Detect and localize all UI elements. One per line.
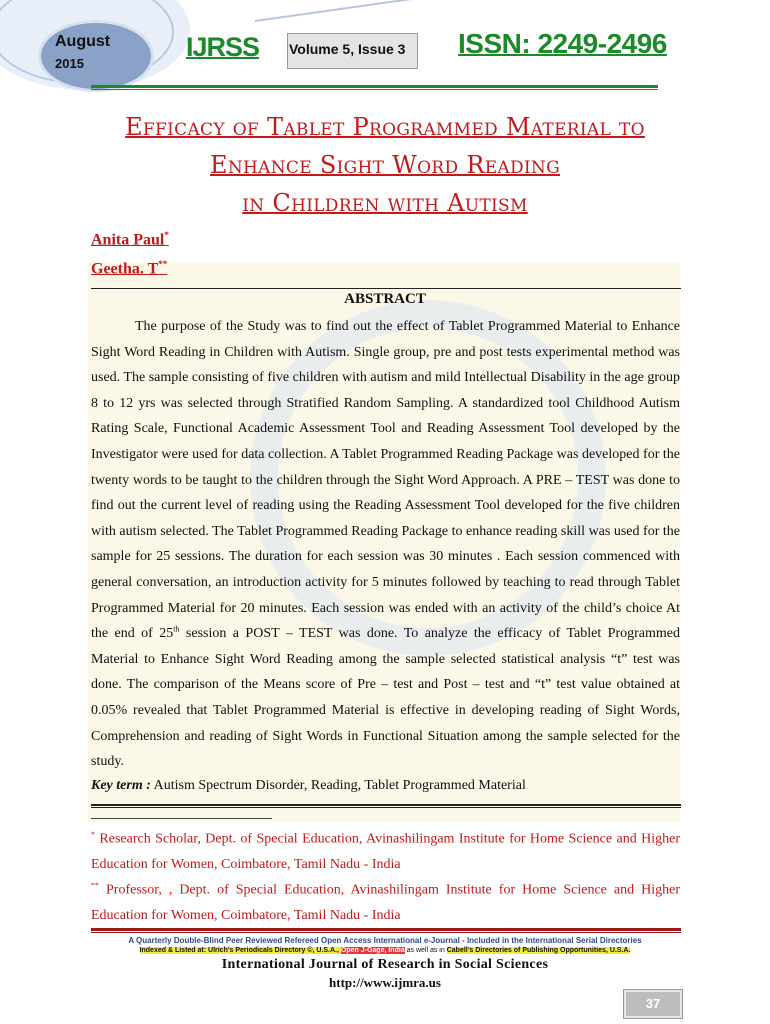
author-1 — [91, 230, 169, 249]
abstract-text-part-1: The purpose of the Study was to find out the effect of Tablet Programmed Material to Enhance Sight Word Reading in Children with Autism. Single group, pre and post tests experimental method was used. The sample consisting of five children with autism and mild Intellectual Disability in the age group 8 to 12 yrs was selected through Stratified Random Sampling. A standardized tool Childhood Autism Rating Scale, Functional Academic Assessment Tool and Reading Assessment Tool developed by the Investigator were used for data collection. A Tablet Programmed Reading Package was developed for the twenty words to be taught to the children through the Sight Word Approach. A PRE – TEST was done to find out the current level of reading using the Reading Assessment Tool developed for the five children with autism selected. The Tablet Programmed Reading Package to enhance reading skill was used for the sample for 25 sessions. The duration for each session was 30 minutes . Each session commenced with general conversation, an introduction activity for 5 minutes followed by teaching to read through Tablet Programmed Material for 20 minutes. Each session was ended with an activity of the child’s choice At the end of 25 — [91, 319, 680, 642]
footnote-1 — [91, 822, 680, 878]
footer-indexing-ulrich: Indexed & Listed at: Ulrich's Periodicals Directory ©, U.S.A., — [139, 947, 341, 954]
abstract-top-rule — [91, 288, 681, 289]
footnote-2-text: Professor, , Dept. of Special Education, Avinashilingam Institute for Home Science and Higher Education for Women, Coimbatore, Tamil Nadu - India — [91, 882, 680, 924]
key-terms-value: Autism Spectrum Disorder, Reading, Tablet Programmed Material — [150, 778, 526, 793]
footer-url-link[interactable]: http://www.ijmra.us — [329, 975, 441, 990]
header-rule — [91, 85, 658, 88]
issue-year: 2015 — [55, 56, 84, 71]
header-rule-thin — [91, 89, 658, 90]
footer-indexing-cabell: Cabell’s Directories of Publishing Opportunities, U.S.A. — [446, 947, 631, 954]
key-terms-label: Key term : — [91, 778, 151, 793]
footnote-2 — [91, 873, 680, 929]
author-1-name: Anita Paul — [91, 231, 165, 249]
footnote-1-text: Research Scholar, Dept. of Special Education, Avinashilingam Institute for Home Science and Higher Education for Women, Coimbatore, Tamil Nadu - India — [91, 831, 680, 873]
issn: ISSN: 2249-2496 — [458, 28, 667, 59]
footer-indexing-connector: as well as in — [404, 947, 447, 954]
journal-abbreviation: IJRSS — [186, 32, 260, 62]
author-2 — [91, 259, 167, 278]
paper-title-line-3: in Children with Autism — [242, 189, 528, 217]
page-number: 37 — [624, 990, 682, 1018]
footer-indexing — [0, 947, 770, 954]
footer-journal-name: International Journal of Research in Social Sciences — [221, 957, 549, 972]
abstract-text-part-2: session a POST – TEST was done. To analyze the efficacy of Tablet Programmed Material to Enhance Sight Word Reading among the sample selected statistical analysis “t” test was done. The comparison of the Means score of Pre – test and Post – test and “t” test value obtained at 0.05% revealed that Tablet Programmed Material is effective in developing reading of Sight Words, Comprehension and reading of Sight Words in Functional Situation among the sample selected for the study. — [91, 626, 681, 770]
abstract-bottom-rule-thin — [91, 807, 681, 808]
header-decoration-line — [255, 0, 453, 22]
author-2-name: Geetha. T — [91, 260, 159, 278]
abstract-body — [91, 314, 680, 775]
footnote-1-mark: * — [91, 830, 95, 839]
footer-indexing-jgage: Open J-Gage, India — [340, 947, 405, 954]
paper-title-line-2: Enhance Sight Word Reading — [210, 151, 560, 179]
author-2-mark: ** — [158, 259, 168, 269]
footnote-2-mark: ** — [91, 881, 99, 890]
issue-month: August — [55, 33, 111, 50]
abstract-heading: ABSTRACT — [344, 291, 426, 307]
abstract-bottom-rule — [91, 804, 681, 806]
author-1-mark: * — [164, 230, 169, 240]
footer-rule — [91, 928, 681, 931]
abstract-superscript: th — [173, 624, 180, 634]
footer-rule-thin — [91, 932, 681, 933]
footer-journal-description: A Quarterly Double-Blind Peer Reviewed Refereed Open Access International e-Journal - Included in the International Serial Directories — [128, 936, 642, 945]
volume-issue: Volume 5, Issue 3 — [289, 41, 406, 57]
key-terms — [91, 778, 526, 794]
footnote-separator — [91, 818, 272, 819]
paper-title-line-1: Efficacy of Tablet Programmed Material to — [125, 113, 645, 141]
